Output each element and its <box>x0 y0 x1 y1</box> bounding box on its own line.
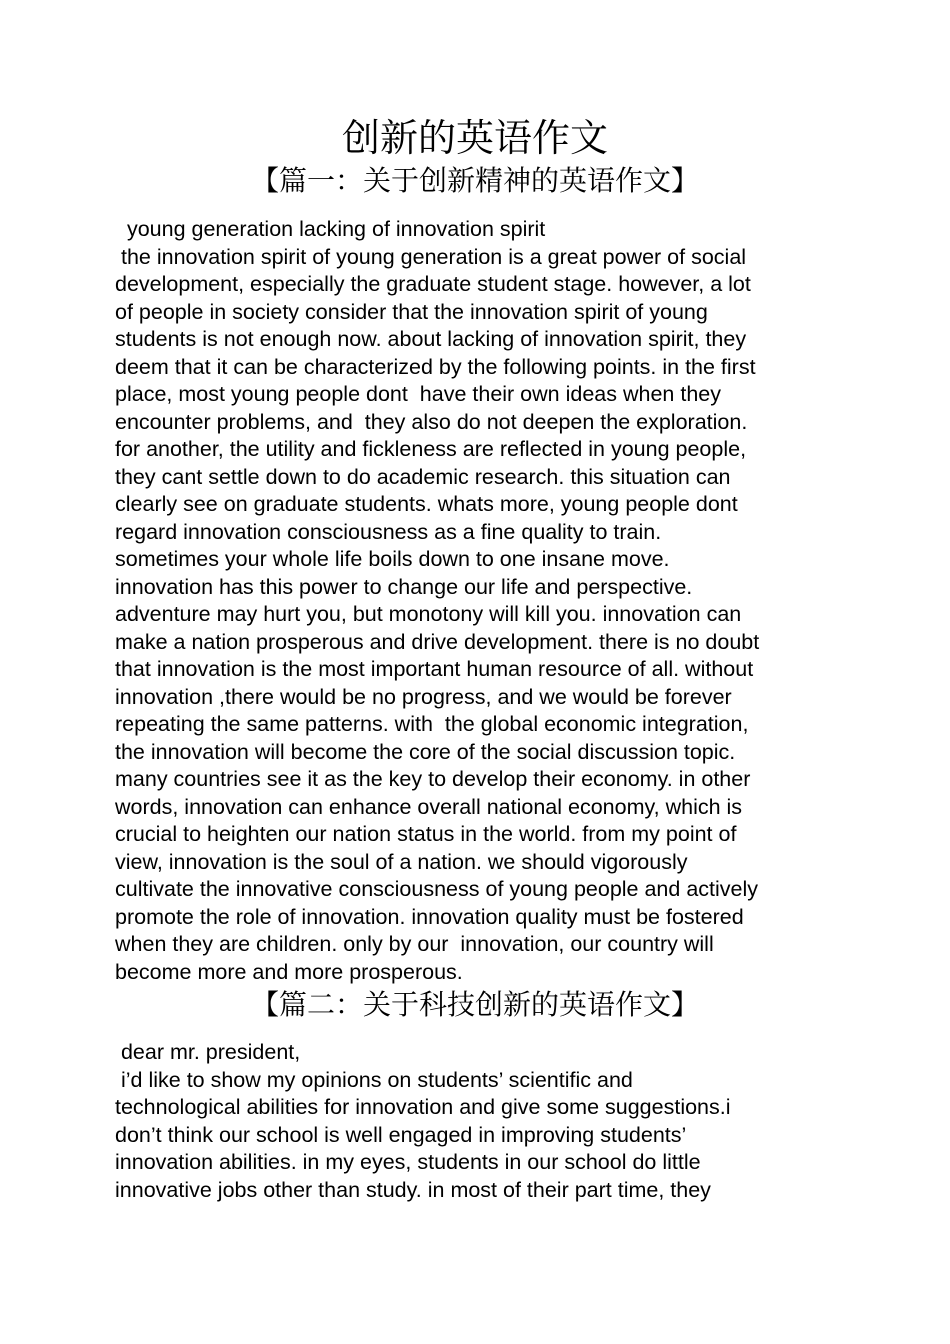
text-line: cultivate the innovative consciousness of young people and actively <box>115 877 759 901</box>
document-title: 创新的英语作文 <box>341 116 608 160</box>
text-line: innovation ,there would be no progress, and we would be forever <box>115 684 732 709</box>
text-line: adventure may hurt you, but monotony will kill you. innovation can <box>115 602 742 626</box>
text-line: regard innovation consciousness as a fine quality to train. <box>115 519 662 544</box>
text-line: the innovation spirit of young generation is a great power of social <box>115 244 747 269</box>
section-heading-2: 【篇二：关于科技创新的英语作文】 <box>250 988 699 1021</box>
text-line: the innovation will become the core of the social discussion topic. <box>115 739 736 764</box>
text-line: sometimes your whole life boils down to one insane move. <box>115 547 670 571</box>
text-line: development, especially the graduate student stage. however, a lot <box>115 272 751 296</box>
text-line: crucial to heighten our nation status in the world. from my point of <box>115 822 737 846</box>
text-line: when they are children. only by our innovation, our country will <box>115 932 714 956</box>
text-line: don’t think our school is well engaged in improving students’ <box>115 1122 687 1147</box>
text-line: make a nation prosperous and drive development. there is no doubt <box>115 629 760 654</box>
text-line: for another, the utility and fickleness are reflected in young people, <box>115 437 747 461</box>
text-line: students is not enough now. about lacking of innovation spirit, they <box>115 327 747 351</box>
text-line: repeating the same patterns. with the global economic integration, <box>115 712 749 736</box>
text-line: innovation abilities. in my eyes, students in our school do little <box>115 1150 701 1174</box>
section-body-1 <box>115 216 840 986</box>
section-body-2 <box>115 1039 840 1204</box>
text-line: place, most young people dont have their own ideas when they <box>115 382 721 406</box>
text-line: they cant settle down to do academic research. this situation can <box>115 464 731 489</box>
text-line: many countries see it as the key to develop their economy. in other <box>115 767 751 791</box>
text-line: innovative jobs other than study. in most of their part time, they <box>115 1177 711 1202</box>
text-line: become more and more prosperous. <box>115 959 463 984</box>
text-line: clearly see on graduate students. whats more, young people dont <box>115 492 738 516</box>
text-line: technological abilities for innovation and give some suggestions.i <box>115 1095 731 1119</box>
text-line: of people in society consider that the innovation spirit of young <box>115 299 708 324</box>
text-line: innovation has this power to change our life and perspective. <box>115 574 693 599</box>
text-line: that innovation is the most important human resource of all. without <box>115 657 754 681</box>
text-line: view, innovation is the soul of a nation. we should vigorously <box>115 849 688 874</box>
text-line: encounter problems, and they also do not deepen the exploration. <box>115 409 748 434</box>
text-line: deem that it can be characterized by the following points. in the first <box>115 354 756 379</box>
text-line: young generation lacking of innovation spirit <box>115 217 546 241</box>
text-line: words, innovation can enhance overall national economy, which is <box>115 794 743 819</box>
text-line: promote the role of innovation. innovation quality must be fostered <box>115 904 744 929</box>
text-line: dear mr. president, <box>115 1040 301 1064</box>
section-heading-1: 【篇一：关于创新精神的英语作文】 <box>250 164 699 197</box>
text-line: i’d like to show my opinions on students’ scientific and <box>115 1067 633 1092</box>
